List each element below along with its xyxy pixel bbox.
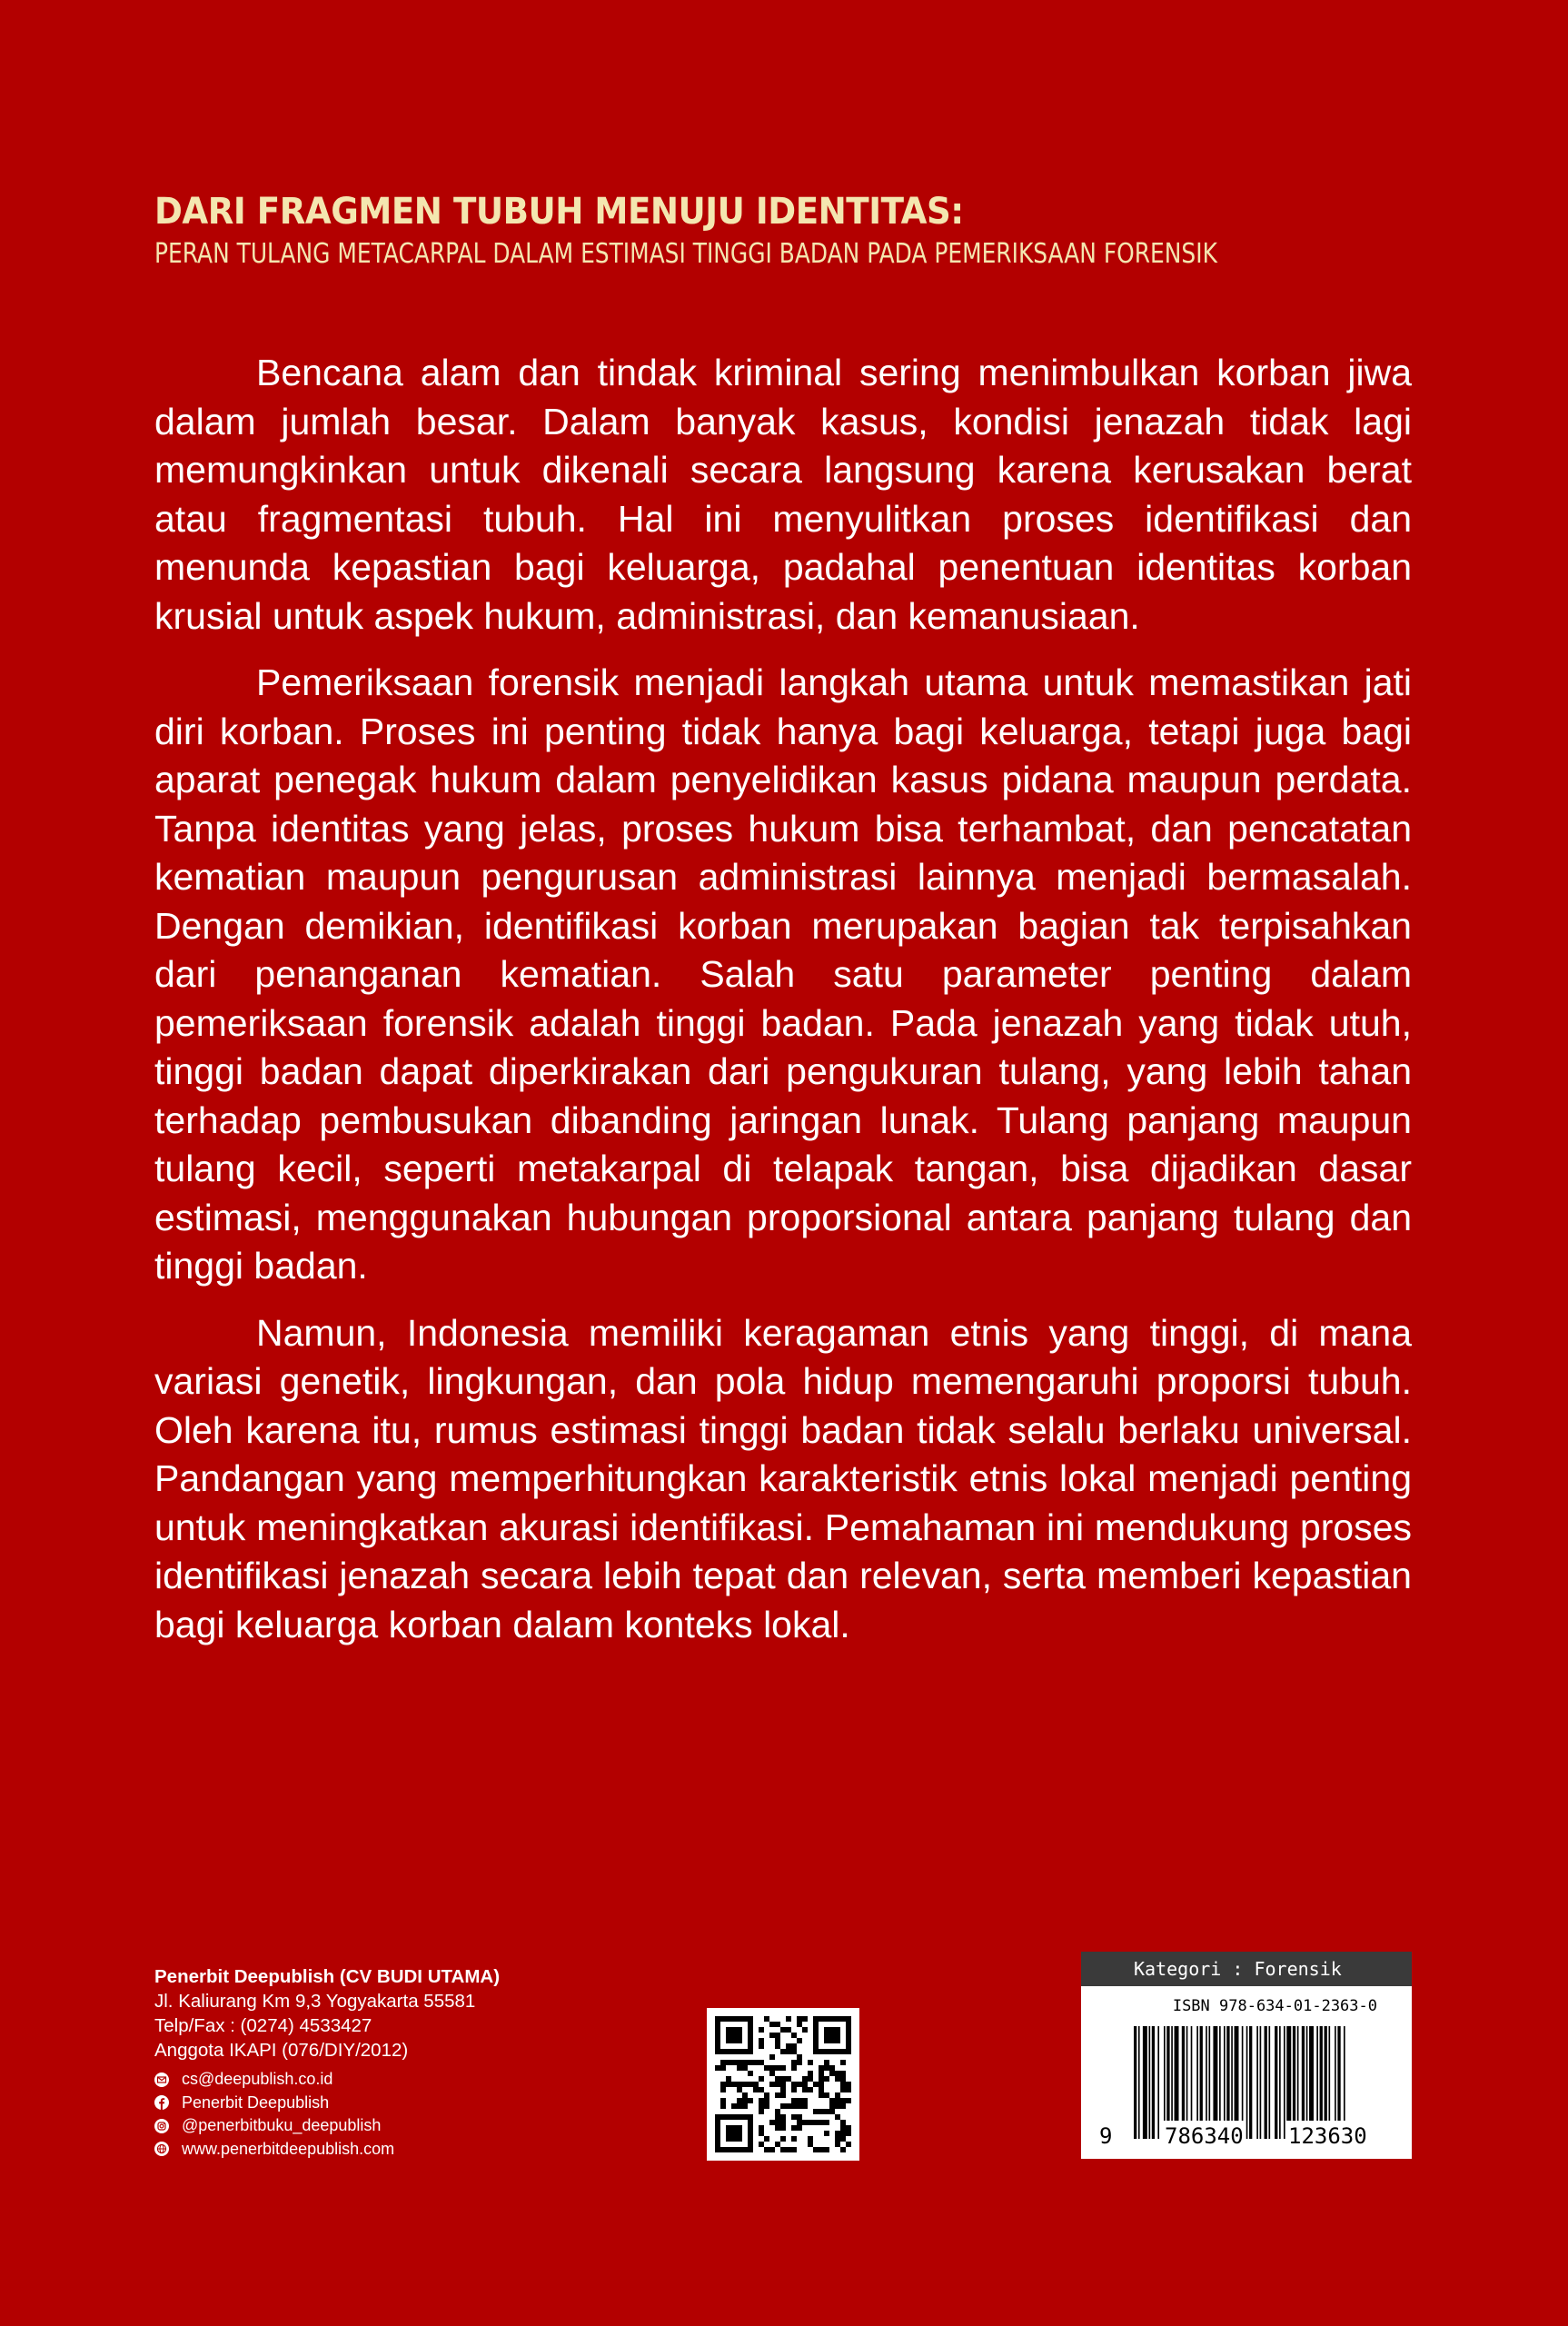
globe-icon xyxy=(154,2142,169,2156)
barcode-digits-group-2: 123630 xyxy=(1286,2121,1369,2152)
synopsis xyxy=(154,349,1412,1667)
contact-instagram xyxy=(154,2114,500,2138)
contact-email xyxy=(154,2068,500,2092)
synopsis-paragraph-3: Namun, Indonesia memiliki keragaman etnis yang tinggi, di mana variasi genetik, lingkungan, dan pola hidup memengaruhi proporsi tubuh. Oleh karena itu, rumus estimasi tinggi badan tidak selalu berlaku universal. Pandangan yang memperhitungkan karakteristik etnis lokal menjadi penting untuk meningkatkan akurasi identifikasi. Pemahaman ini mendukung proses identifikasi jenazah secara lebih tepat dan relevan, serta memberi kepastian bagi keluarga korban dalam konteks lokal. xyxy=(154,1311,1412,1645)
contact-email-text: cs@deepublish.co.id xyxy=(182,2070,333,2088)
category-label: Kategori : Forensik xyxy=(1081,1952,1412,1986)
book-title: DARI FRAGMEN TUBUH MENUJU IDENTITAS: xyxy=(154,191,964,233)
synopsis-paragraph-2: Pemeriksaan forensik menjadi langkah utama untuk memastikan jati diri korban. Proses ini penting tidak hanya bagi keluarga, tetapi juga bagi aparat penegak hukum dalam penyelidikan kasus pidana maupun perdata. Tanpa identitas yang jelas, proses hukum bisa terhambat, dan pencatatan kematian maupun pengurusan administrasi lainnya menjadi bermasalah. Dengan demikian, identifikasi korban merupakan bagian tak terpisahkan dari penanganan kematian. Salah satu parameter penting dalam pemeriksaan forensik adalah tinggi badan. Pada jenazah yang tidak utuh, tinggi badan dapat diperkirakan dari pengukuran tulang, yang lebih tahan terhadap pembusukan dibanding jaringan lunak. Tulang panjang maupun tulang kecil, seperti metakarpal di telapak tangan, bisa dijadikan dasar estimasi, menggunakan hubungan proporsional antara panjang tulang dan tinggi badan. xyxy=(154,661,1412,1287)
publisher-phone: Telp/Fax : (0274) 4533427 xyxy=(154,2015,372,2036)
contact-facebook-text: Penerbit Deepublish xyxy=(182,2092,330,2112)
isbn-label: ISBN 978-634-01-2363-0 xyxy=(1172,1997,1377,2015)
qr-code-icon xyxy=(707,2008,859,2161)
barcode-panel xyxy=(1081,1952,1412,2159)
book-subtitle: PERAN TULANG METACARPAL DALAM ESTIMASI TINGGI BADAN PADA PEMERIKSAAN FORENSIK xyxy=(154,238,1217,270)
contact-website-text: www.penerbitdeepublish.com xyxy=(182,2139,395,2158)
publisher-address: Jl. Kaliurang Km 9,3 Yogyakarta 55581 xyxy=(154,1991,476,2012)
barcode-digits-group-1: 786340 xyxy=(1163,2121,1245,2152)
publisher-info xyxy=(154,1964,500,2161)
barcode-digits xyxy=(1097,2121,1397,2152)
contact-list xyxy=(154,2068,500,2161)
instagram-icon xyxy=(154,2119,169,2133)
publisher-name: Penerbit Deepublish (CV BUDI UTAMA) xyxy=(154,1966,501,1987)
title-block xyxy=(154,189,1426,274)
contact-instagram-text: @penerbitbuku_deepublish xyxy=(182,2116,382,2134)
facebook-icon xyxy=(154,2095,169,2110)
publisher-membership: Anggota IKAPI (076/DIY/2012) xyxy=(154,2040,409,2061)
synopsis-paragraph-1: Bencana alam dan tindak kriminal sering menimbulkan korban jiwa dalam jumlah besar. Dalam banyak kasus, kondisi jenazah tidak lagi memungkinkan untuk dikenali secara langsung karena kerusakan berat atau fragmentasi tubuh. Hal ini menyulitkan proses identifikasi dan menunda kepastian bagi keluarga, padahal penentuan identitas korban krusial untuk aspek hukum, administrasi, dan kemanusiaan. xyxy=(154,352,1412,637)
email-icon xyxy=(154,2073,169,2087)
contact-website xyxy=(154,2138,500,2162)
qr-code xyxy=(707,2008,859,2161)
contact-facebook xyxy=(154,2092,500,2115)
barcode-digit-prefix: 9 xyxy=(1097,2121,1114,2152)
